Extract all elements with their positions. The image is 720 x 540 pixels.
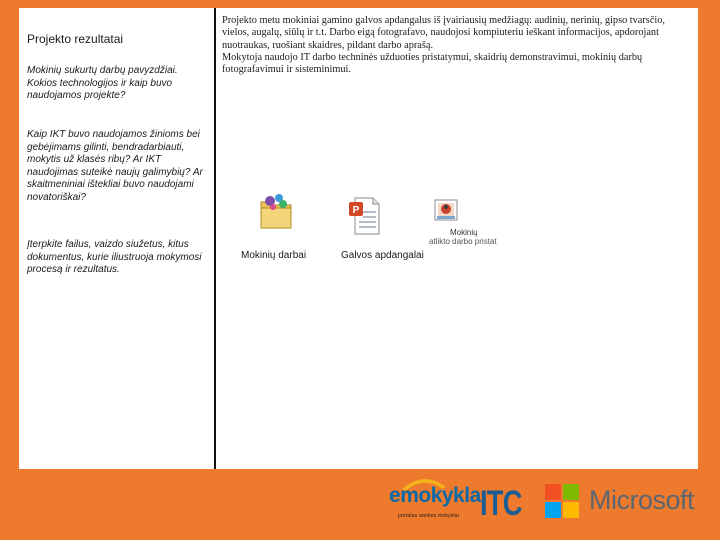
ms-square-green: [563, 484, 579, 500]
file-mokiniu-darbai[interactable]: [235, 192, 315, 262]
svg-text:P: P: [352, 205, 360, 216]
description-paragraph-1: Projekto metu mokiniai gamino galvos apdangalus iš įvairiausių medžiagų: audinių, nerinių, gipso tvarsčio, vielos, augalų, siūlų ir t.t. Darbo eigą fotografavo, naudojosi kompiuteriu ieškant informacijos, apdorojant nuotraukas, ruošiant skaidres, pildant darbo aprašą.: [222, 15, 665, 51]
file-label: Mokinių darbai: [241, 250, 307, 261]
column-divider: [214, 8, 216, 469]
emokykla-wordmark: [389, 484, 481, 508]
project-description: [222, 15, 692, 76]
file-galvos-apdangalai[interactable]: [321, 192, 424, 262]
description-paragraph-2: Mokytoja naudojo IT darbo techninės užduoties pristatymui, skaidrių demonstravimui, mokinių darbų fotografavimui ir sisteminimui.: [222, 51, 643, 76]
prompt-examples: Mokinių sukurtų darbų pavyzdžiai. Kokios technologijos ir kaip buvo naudojamos projekte?: [27, 65, 178, 101]
powerpoint-document-icon: [347, 196, 381, 236]
itc-logo: ITC: [480, 484, 522, 523]
results-heading: Projekto rezultatai: [27, 32, 124, 46]
prompt-ict-usage: Kaip IKT buvo naudojamos žinioms bei gebėjimams gilinti, bendradarbiauti, mokytis už klasės ribų? Ar IKT naudojimas suteikė naujų galimybių? Ar skaitmeniniai ištekliai buvo naudojami novatoriškai?: [27, 129, 203, 203]
microsoft-wordmark: Microsoft: [589, 485, 695, 515]
ms-square-red: [545, 484, 561, 500]
emokykla-word-rest: mokykla: [400, 484, 481, 507]
ms-square-yellow: [563, 502, 579, 518]
folder-icon: [259, 192, 293, 230]
file-label: Galvos apdangalai: [341, 250, 424, 261]
ms-square-blue: [545, 502, 561, 518]
file-mokiniu-pristatymas[interactable]: [415, 192, 505, 252]
prompt-insert-files: Įterpkite failus, vaizdo siužetus, kitus dokumentus, kurie iliustruoja mokymosi procesą ir rezultatus.: [27, 239, 202, 275]
file-label-line-1: Mokinių: [450, 228, 478, 237]
microsoft-logo-grid-icon: [545, 484, 579, 518]
file-label-line-2: atlikto darbo pristat: [429, 237, 497, 246]
emokykla-letter-e: e: [389, 484, 401, 507]
slide-content: [19, 8, 698, 469]
presentation-icon: [433, 198, 459, 222]
emokykla-logo: [388, 478, 481, 524]
emokykla-tagline: portalas ateities mokyklai: [398, 513, 460, 519]
